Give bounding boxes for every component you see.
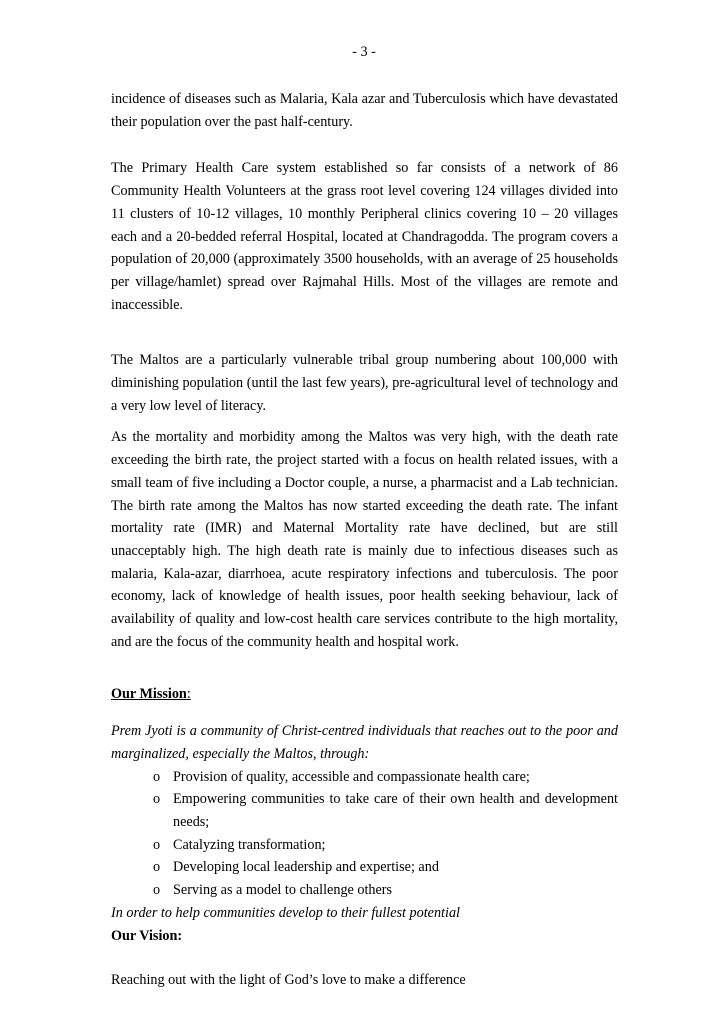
- bullet-icon: o: [153, 859, 161, 876]
- mission-list: [111, 766, 618, 902]
- list-item-text: Developing local leadership and expertise; and: [173, 859, 439, 876]
- bullet-icon: o: [153, 791, 161, 808]
- list-item-text: Provision of quality, accessible and compassionate health care;: [173, 768, 530, 785]
- list-item-text: Catalyzing transformation;: [173, 836, 326, 853]
- paragraph-maltos-tribe: The Maltos are a particularly vulnerable tribal group numbering about 100,000 with diminishing population (until the last few years), pre-agricultural level of technology and a very low level of literacy.: [111, 352, 618, 414]
- list-item: [111, 856, 618, 879]
- bullet-icon: o: [153, 768, 161, 785]
- mission-closing: In order to help communities develop to their fullest potential: [111, 904, 460, 921]
- paragraph-mortality: As the mortality and morbidity among the Maltos was very high, with the death rate exceeding the birth rate, the project started with a focus on health related issues, with a small team of five including a Doctor couple, a nurse, a pharmacist and a Lab technician. The birth rate among the Maltos has now started exceeding the death rate. The infant mortality rate (IMR) and Maternal Mortality rate have declined, but are still unacceptably high. The high death rate is mainly due to infectious diseases such as malaria, Kala-azar, diarrhoea, acute respiratory infections and tuberculosis. The poor economy, lack of knowledge of health issues, poor health seeking behaviour, lack of availability of quality and low-cost health care services contribute to the high mortality, and are the focus of the community health and hospital work.: [111, 429, 618, 650]
- paragraph-disease-incidence: incidence of diseases such as Malaria, Kala azar and Tuberculosis which have devastated their population over the past half-century.: [111, 91, 618, 130]
- paragraph-primary-health-care: The Primary Health Care system established so far consists of a network of 86 Community Health Volunteers at the grass root level covering 124 villages divided into 11 clusters of 10-12 villages, 10 monthly Peripheral clinics covering 10 – 20 villages each and a 20-bedded referral Hospital, located at Chandragodda. The program covers a population of 20,000 (approximately 3500 households, with an average of 25 households per village/hamlet) spread over Rajmahal Hills. Most of the villages are remote and inaccessible.: [111, 160, 618, 313]
- mission-heading-text: Our Mission: [111, 686, 187, 703]
- vision-text: Reaching out with the light of God’s love to make a difference: [111, 972, 466, 989]
- list-item: [111, 766, 618, 789]
- bullet-icon: o: [153, 836, 161, 853]
- list-item: [111, 788, 618, 833]
- mission-heading: [111, 683, 618, 706]
- page-number: - 3 -: [352, 44, 376, 60]
- page-content: [111, 88, 618, 992]
- mission-heading-colon: :: [186, 686, 191, 703]
- mission-intro: Prem Jyoti is a community of Christ-centred individuals that reaches out to the poor and marginalized, especially the Maltos, through:: [111, 723, 618, 762]
- list-item: [111, 879, 618, 902]
- vision-heading: Our Vision:: [111, 927, 183, 944]
- bullet-icon: o: [153, 882, 161, 899]
- list-item-text: Empowering communities to take care of their own health and development needs;: [173, 791, 618, 830]
- list-item: [111, 834, 618, 857]
- list-item-text: Serving as a model to challenge others: [173, 882, 393, 899]
